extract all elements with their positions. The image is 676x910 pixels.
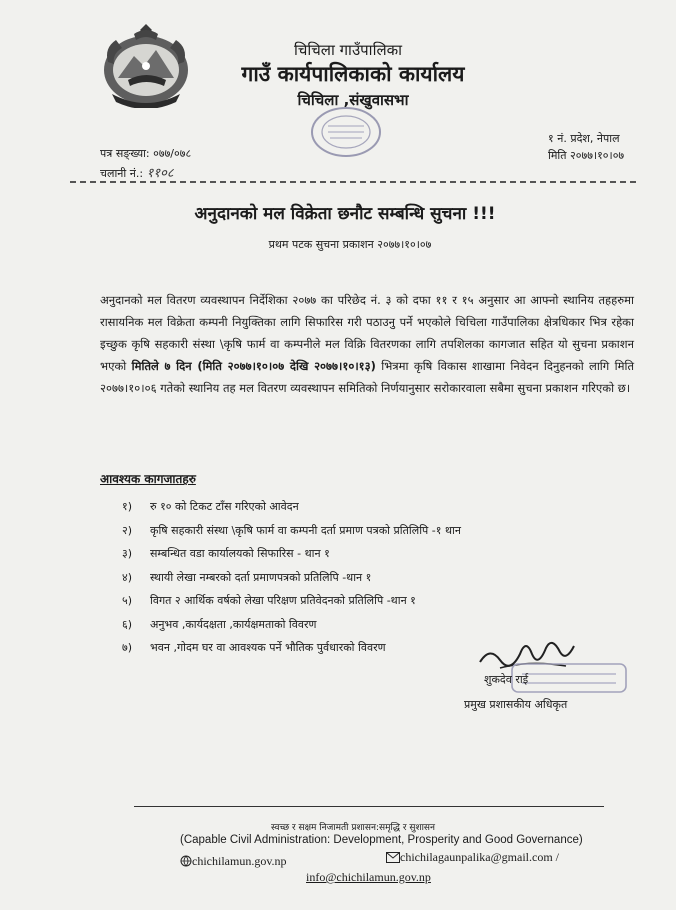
requirements-heading: आवश्यक कागजातहरु [100,472,196,486]
list-item-text: सम्बन्धित वडा कार्यालयको सिफारिस - थान १ [150,547,330,560]
requirements-list [122,497,461,662]
list-item [122,638,461,662]
letter-number-label: पत्र सङ्ख्या: [100,147,150,160]
list-item-number: ७) [122,641,133,654]
footer-motto: स्वच्छ र सक्षम निजामती प्रशासन:समृद्धि र सुशासन [270,823,436,833]
header-divider [70,181,636,183]
list-item-text: स्थायी लेखा नम्बरको दर्ता प्रमाणपत्रको प्रतिलिपि -थान १ [150,570,372,584]
dispatch-number [100,163,174,181]
list-item [122,544,461,568]
signatory-title: प्रमुख प्रशासकीय अधिकृत [464,698,568,711]
notice-title: अनुदानको मल विक्रेता छनौट सम्बन्धि सुचना !!! [194,204,496,224]
body-deadline: मितिले ७ दिन (मिति २०७७।१०।०७ देखि २०७७।१०।१३) [131,359,376,373]
list-item-number: २) [122,523,133,537]
footer-email [386,850,559,865]
envelope-icon [386,852,400,863]
list-item-text: कृषि सहकारी संस्था \कृषि फार्म वा कम्पनी दर्ता प्रमाण पत्रको प्रतिलिपि -१ थान [150,523,461,537]
body-part-3: भित्रमा कृषि विकास शाखामा निवेदन दिनुहनको लागि मिति २०७७।१०।०६ गतेको स्थानिय तह मल वितरण व्यवस्थापन समितिको निर्णयानुसार सरोकारवाला सबैमा सुचना प्रकाशन गरिएको छ। [100,359,634,395]
body-part-1: अनुदानको मल वितरण व्यवस्थापन निर्देशिका २०७७ का परिछेद नं. ३ को दफा ११ र १५ अनुसार आ आफ्नो स्थानिय तहहरुमा रासायनिक मल विक्रेता कम्पनी नियुक्तिका लागि सिफारिस गरी पठाउनु पर्ने भएकोले चिचिला गाउँपालिका क्षेत्रधिकार भित्र रहेका इच्छुक कृषि सहकारी संस्था \कृषि फार्म वा कम्पनीले मल विक्रि वितरणका लागि तपशिलका कागजात सहित यो सुचना प्रकाशन भएको [100,293,634,373]
notice-subtitle: प्रथम पटक सुचना प्रकाशन २०७७।१०।०७ [268,238,432,251]
list-item-text: अनुभव ,कार्यदक्षता ,कार्यक्षमताको विवरण [150,617,317,631]
list-item-number: १) [122,500,133,513]
letter-number-value: ०७७/०७८ [153,147,192,160]
list-item-number: ४) [122,570,133,584]
list-item [122,521,461,545]
list-item-number: ३) [122,547,133,560]
list-item-number: ६) [122,617,133,631]
list-item-text: भवन ,गोदम घर वा आवश्यक पर्ने भौतिक पुर्वधारको विवरण [150,641,386,654]
office-name: गाउँ कार्यपालिकाको कार्यालय [241,62,465,86]
letter-number [100,146,191,161]
signatory-name: शुकदेव राई [484,673,529,686]
list-item-number: ५) [122,594,133,607]
list-item [122,591,461,615]
list-item-text: विगत २ आर्थिक वर्षको लेखा परिक्षण प्रतिवेदनको प्रतिलिपि -थान १ [150,594,416,607]
list-item-text: रु १० को टिकट टाँस गरिएको आवेदन [150,500,299,513]
list-item [122,497,461,521]
province-label: १ नं. प्रदेश, नेपाल [548,132,620,145]
website-link[interactable]: chichilamun.gov.np [192,854,287,868]
info-email-link[interactable]: info@chichilamun.gov.np [306,870,431,884]
notice-date: मिति २०७७।१०।०७ [548,149,625,162]
office-location: चिचिला ,संखुवासभा [297,91,409,109]
dispatch-number-value: ११०८ [146,166,174,181]
list-item [122,568,461,592]
list-item [122,615,461,639]
office-stamp-icon [306,104,386,160]
footer-website [180,854,287,869]
email-link[interactable]: chichilagaunpalika@gmail.com / [400,850,559,864]
municipality-name: चिचिला गाउँपालिका [293,41,403,59]
footer-english-motto: (Capable Civil Administration: Development, Prosperity and Good Governance) [180,834,583,846]
dispatch-number-label: चलानी नं.: [100,167,144,180]
footer-divider [134,806,604,807]
notice-body [100,289,634,399]
globe-icon [180,855,192,867]
